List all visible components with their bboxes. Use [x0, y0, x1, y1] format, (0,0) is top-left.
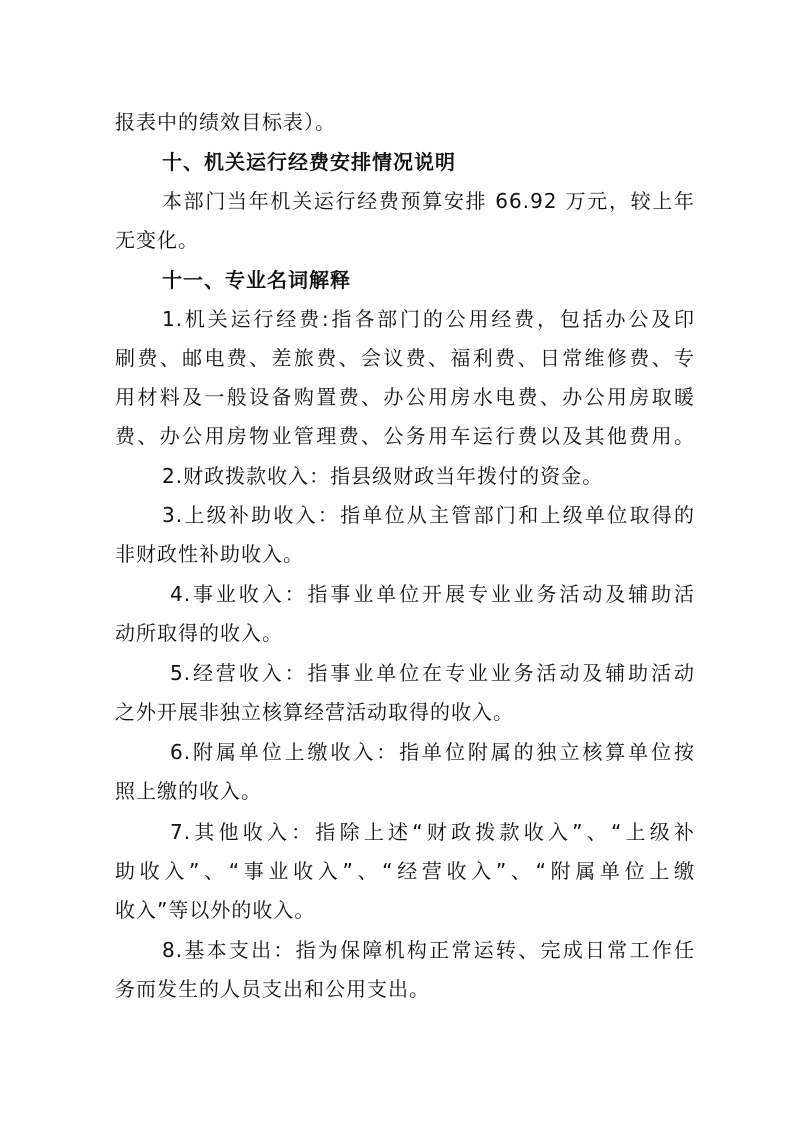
- text-line-16: 之外开展非独立核算经营活动取得的收入。: [115, 700, 514, 724]
- text-line-1: 报表中的绩效目标表）。: [115, 110, 336, 134]
- text-line-23: 务而发生的人员支出和公用支出。: [115, 977, 430, 1001]
- text-line-8: 用材料及一般设备购置费、办公用房水电费、办公用房取暖: [115, 385, 695, 409]
- text-line-12: 非财政性补助收入。: [115, 542, 304, 566]
- text-line-3: 本部门当年机关运行经费预算安排 66.92 万元，较上年: [162, 189, 695, 213]
- text-line-4: 无变化。: [115, 228, 199, 252]
- text-line-15: 5.经营收入：指事业单位在专业业务活动及辅助活动: [170, 661, 695, 685]
- text-line-9: 费、办公用房物业管理费、公务用车运行费以及其他费用。: [115, 424, 695, 448]
- text-line-6: 1.机关运行经费:指各部门的公用经费，包括办公及印: [162, 307, 695, 331]
- text-line-13: 4.事业收入：指事业单位开展专业业务活动及辅助活: [170, 582, 695, 606]
- text-line-18: 照上缴的收入。: [115, 779, 262, 803]
- text-line-22: 8.基本支出：指为保障机构正常运转、完成日常工作任: [162, 938, 695, 962]
- text-line-7: 刷费、邮电费、差旅费、会议费、福利费、日常维修费、专: [115, 346, 695, 370]
- text-line-21: 收入”等以外的收入。: [115, 898, 316, 922]
- text-line-10: 2.财政拨款收入：指县级财政当年拨付的资金。: [162, 464, 604, 488]
- text-line-17: 6.附属单位上缴收入：指单位附属的独立核算单位按: [170, 740, 695, 764]
- text-line-19: 7.其他收入：指除上述“财政拨款收入”、“上级补: [170, 820, 695, 844]
- text-line-14: 动所取得的收入。: [115, 621, 283, 645]
- text-line-11: 3.上级补助收入：指单位从主管部门和上级单位取得的: [162, 503, 695, 527]
- section-heading-10: 十、机关运行经费安排情况说明: [162, 150, 456, 174]
- text-line-20: 助收入”、“事业收入”、“经营收入”、“附属单位上缴: [115, 859, 695, 883]
- section-heading-11: 十一、专业名词解释: [162, 268, 351, 292]
